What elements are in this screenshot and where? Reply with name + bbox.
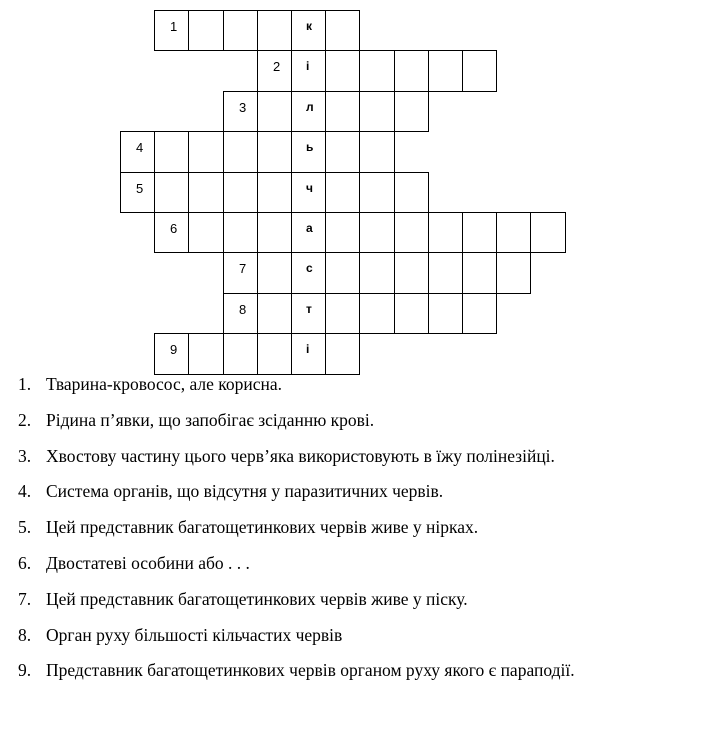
crossword-cell[interactable] <box>257 212 292 253</box>
crossword-cell[interactable] <box>359 131 395 173</box>
clue-number: 4 <box>136 140 144 155</box>
key-letter: ч <box>306 181 313 195</box>
crossword-cell[interactable] <box>257 91 292 132</box>
crossword-cell[interactable] <box>223 10 258 51</box>
clue-item: 3. Хвостову частину цього черв’яка використовують в їжу полінезійці. <box>18 445 555 466</box>
crossword-cell[interactable] <box>462 212 497 253</box>
crossword-cell[interactable] <box>291 131 326 173</box>
crossword-cell[interactable] <box>325 50 360 92</box>
crossword-cell[interactable] <box>223 91 258 132</box>
crossword-cell[interactable] <box>359 252 395 294</box>
crossword-cell[interactable] <box>291 293 326 334</box>
crossword-cell[interactable] <box>188 131 224 173</box>
crossword-cell[interactable] <box>325 91 360 132</box>
crossword-cell[interactable] <box>428 212 463 253</box>
crossword-cell[interactable] <box>223 212 258 253</box>
crossword-cell[interactable] <box>359 212 395 253</box>
crossword-cell[interactable] <box>223 333 258 375</box>
crossword-cell[interactable] <box>154 172 189 213</box>
crossword-cell[interactable] <box>257 131 292 173</box>
crossword-cell[interactable] <box>291 91 326 132</box>
crossword-cell[interactable] <box>120 131 155 173</box>
crossword-cell[interactable] <box>223 172 258 213</box>
clue-number: 9 <box>170 342 178 357</box>
clue-text: Хвостову частину цього черв’яка використовують в їжу полінезійці. <box>46 445 555 466</box>
clue-text: Представник багатощетинкових червів органом руху якого є параподії. <box>46 660 575 681</box>
clue-item: 9. Представник багатощетинкових червів органом руху якого є параподії. <box>18 660 575 681</box>
clue-item: 6. Двостатеві особини або . . . <box>18 552 250 573</box>
crossword-cell[interactable] <box>257 293 292 334</box>
clue-number: 3 <box>239 100 247 115</box>
clue-item: 5. Цей представник багатощетинкових червів живе у нірках. <box>18 517 479 538</box>
clue-number: 5 <box>136 181 144 196</box>
clue-text: Рідина п’явки, що запобігає зсіданню крові. <box>46 409 375 430</box>
crossword-cell[interactable] <box>188 10 224 51</box>
clue-number: 7 <box>239 261 247 276</box>
crossword-cell[interactable] <box>325 172 360 213</box>
crossword-cell[interactable] <box>428 293 463 334</box>
crossword-cell[interactable] <box>325 252 360 294</box>
key-letter: к <box>306 19 313 33</box>
clue-item: 4. Система органів, що відсутня у паразитичних червів. <box>18 481 444 502</box>
key-letter: і <box>306 342 310 356</box>
clue-number: 1 <box>170 19 178 34</box>
crossword-cell[interactable] <box>359 293 395 334</box>
crossword-cell[interactable] <box>291 172 326 213</box>
key-letter: т <box>306 302 312 316</box>
clue-text: Орган руху більшості кільчастих червів <box>46 624 343 645</box>
crossword-cell[interactable] <box>291 252 326 294</box>
crossword-cell[interactable] <box>291 50 326 92</box>
crossword-cell[interactable] <box>257 172 292 213</box>
crossword-cell[interactable] <box>188 212 224 253</box>
key-letter: с <box>306 261 313 275</box>
crossword-cell[interactable] <box>394 91 429 132</box>
crossword-cell[interactable] <box>359 172 395 213</box>
crossword-cell[interactable] <box>462 50 497 92</box>
crossword-cell[interactable] <box>223 131 258 173</box>
crossword-cell[interactable] <box>325 293 360 334</box>
clue-text: Система органів, що відсутня у паразитичних червів. <box>46 481 444 502</box>
clue-item: 8. Орган руху більшості кільчастих червів <box>18 624 343 645</box>
key-letter: і <box>306 59 310 73</box>
crossword-cell[interactable] <box>188 172 224 213</box>
crossword-cell[interactable] <box>325 333 360 375</box>
crossword-cell[interactable] <box>257 10 292 51</box>
crossword-cell[interactable] <box>359 91 395 132</box>
clue-text: Двостатеві особини або . . . <box>46 552 250 573</box>
clue-text: Тварина-кровосос, але корисна. <box>46 374 283 394</box>
key-letter: ь <box>306 140 314 154</box>
crossword-cell[interactable] <box>188 333 224 375</box>
crossword-cell[interactable] <box>394 252 429 294</box>
clue-list <box>18 372 575 694</box>
crossword-cell[interactable] <box>120 172 155 213</box>
crossword-cell[interactable] <box>394 172 429 213</box>
clue-text: Цей представник багатощетинкових червів живе у піску. <box>46 588 468 609</box>
crossword-cell[interactable] <box>394 212 429 253</box>
crossword-cell[interactable] <box>325 131 360 173</box>
crossword-cell[interactable] <box>325 10 360 51</box>
clue-item: 7. Цей представник багатощетинкових червів живе у піску. <box>18 588 468 609</box>
clue-number: 8 <box>239 302 247 317</box>
clue-item: 1. Тварина-кровосос, але корисна. <box>18 374 283 394</box>
crossword-cell[interactable] <box>462 252 497 294</box>
clue-text: Цей представник багатощетинкових червів живе у нірках. <box>46 517 479 538</box>
crossword-cell[interactable] <box>496 212 531 253</box>
crossword-cell[interactable] <box>154 333 189 375</box>
crossword-cell[interactable] <box>257 50 292 92</box>
crossword-cell[interactable] <box>154 131 189 173</box>
crossword-cell[interactable] <box>257 252 292 294</box>
crossword-cell[interactable] <box>291 212 326 253</box>
crossword-cell[interactable] <box>428 50 463 92</box>
clue-number: 2 <box>273 59 281 74</box>
crossword-cell[interactable] <box>462 293 497 334</box>
clue-item: 2. Рідина п’явки, що запобігає зсіданню крові. <box>18 409 375 430</box>
crossword-cell[interactable] <box>428 252 463 294</box>
crossword-cell[interactable] <box>291 333 326 375</box>
crossword-cell[interactable] <box>154 212 189 253</box>
crossword-cell[interactable] <box>394 293 429 334</box>
crossword-cell[interactable] <box>154 10 189 51</box>
crossword-cell[interactable] <box>291 10 326 51</box>
crossword-cell[interactable] <box>325 212 360 253</box>
crossword-cell[interactable] <box>496 252 531 294</box>
key-letter: л <box>306 100 314 114</box>
crossword-cell[interactable] <box>223 252 258 294</box>
crossword-cell[interactable] <box>394 50 429 92</box>
crossword-cell[interactable] <box>223 293 258 334</box>
crossword-cell[interactable] <box>530 212 566 253</box>
crossword-cell[interactable] <box>359 50 395 92</box>
clue-number: 6 <box>170 221 178 236</box>
key-letter: а <box>306 221 313 235</box>
crossword-cell[interactable] <box>257 333 292 375</box>
crossword-grid <box>0 0 720 372</box>
